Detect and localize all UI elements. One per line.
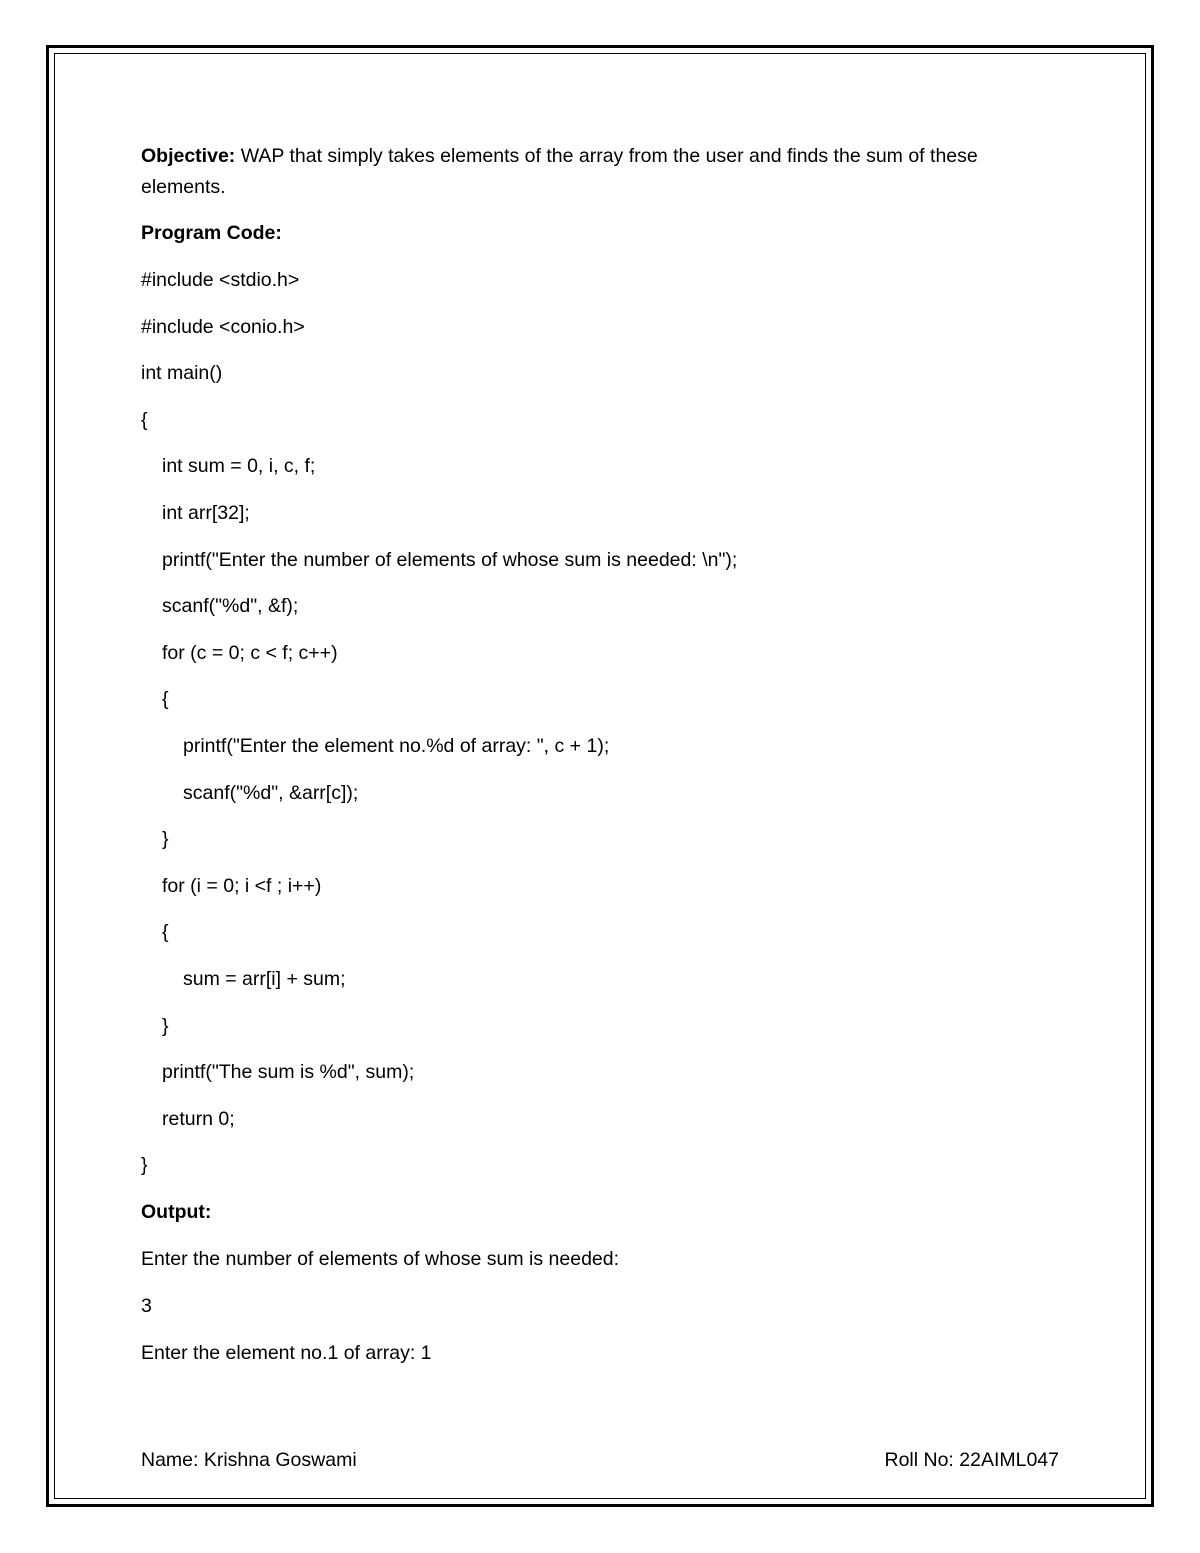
code-line: scanf("%d", &f);	[162, 595, 299, 618]
code-line: {	[162, 921, 169, 944]
code-line: {	[141, 408, 148, 431]
objective-text: WAP that simply takes elements of the array from the user and finds the sum of these elements.	[141, 145, 978, 198]
objective-paragraph	[141, 141, 1041, 203]
page-footer	[141, 1445, 1059, 1476]
code-block	[141, 265, 1041, 1197]
code-line: int main()	[141, 362, 223, 385]
code-line: int arr[32];	[162, 501, 250, 524]
code-line: sum = arr[i] + sum;	[183, 967, 346, 990]
code-line: #include <stdio.h>	[141, 269, 300, 291]
code-line: scanf("%d", &arr[c]);	[183, 781, 359, 804]
output-line: Enter the number of elements of whose sum is needed:	[141, 1247, 620, 1270]
code-line: printf("Enter the element no.%d of array: ", c + 1);	[183, 734, 610, 757]
code-line: return 0;	[162, 1107, 235, 1130]
code-line: #include <conio.h>	[141, 315, 305, 338]
program-code-heading: Program Code:	[141, 222, 282, 244]
code-line: printf("Enter the number of elements of whose sum is needed: \n");	[162, 548, 738, 571]
roll-number: Roll No: 22AIML047	[884, 1449, 1059, 1471]
output-line: 3	[141, 1295, 152, 1318]
code-line: }	[162, 828, 169, 851]
output-heading: Output:	[141, 1200, 212, 1223]
code-line: printf("The sum is %d", sum);	[162, 1061, 415, 1084]
output-block	[141, 1244, 1041, 1386]
code-line: }	[162, 1014, 169, 1037]
student-name: Name: Krishna Goswami	[141, 1449, 357, 1471]
code-line: int sum = 0, i, c, f;	[162, 455, 316, 478]
code-line: {	[162, 688, 169, 711]
output-line: Enter the element no.1 of array: 1	[141, 1342, 432, 1365]
code-line: for (i = 0; i <f ; i++)	[162, 874, 322, 897]
code-line: for (c = 0; c < f; c++)	[162, 641, 338, 664]
code-line: }	[141, 1154, 148, 1177]
objective-label: Objective:	[141, 145, 236, 167]
document-body	[141, 141, 1041, 1386]
